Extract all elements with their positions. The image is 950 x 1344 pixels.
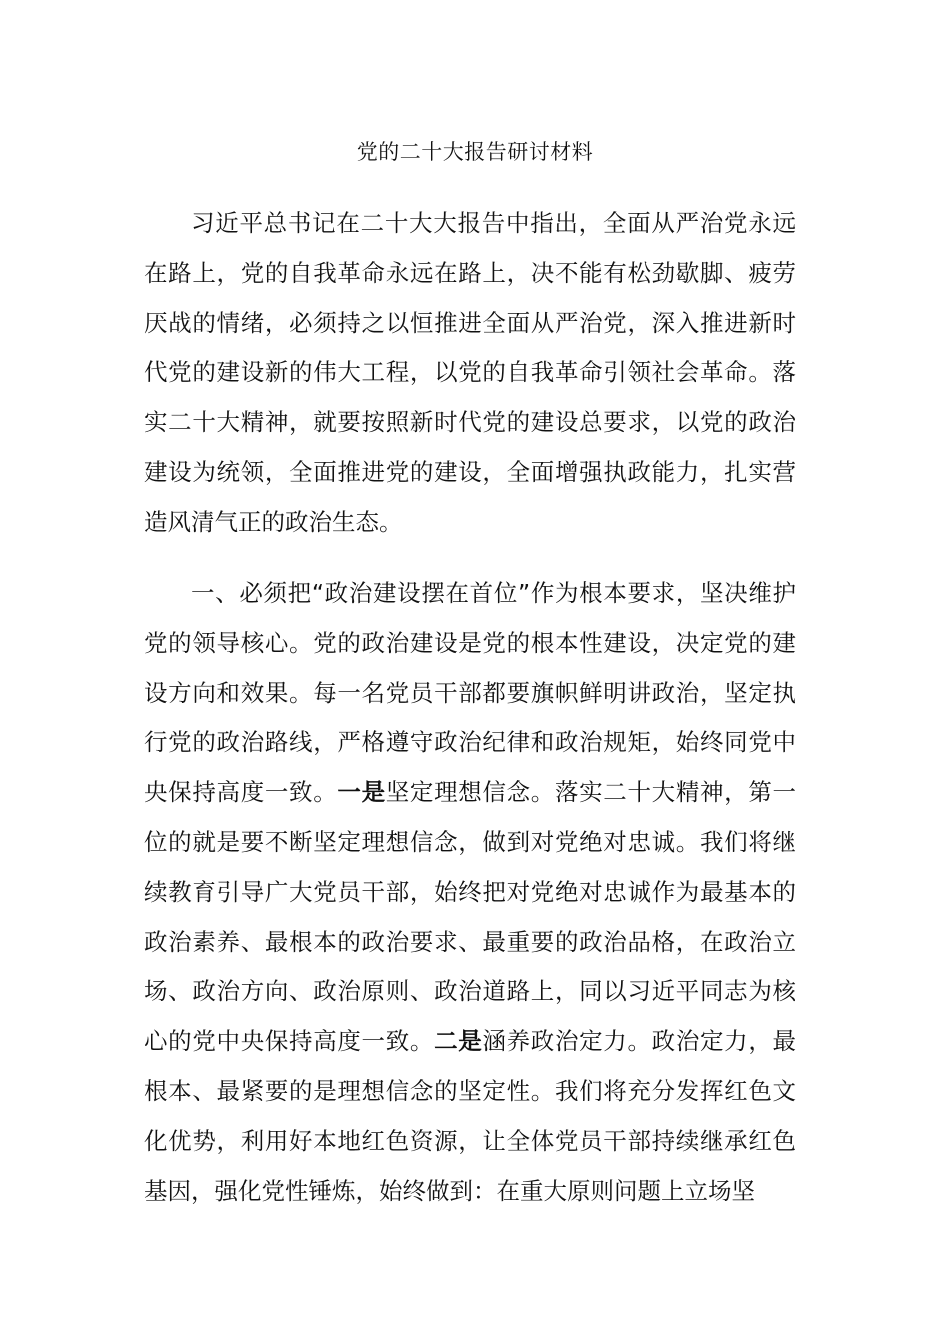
point-one-label: 一是: [337, 778, 386, 807]
paragraph-section-one: [144, 569, 796, 1216]
point-one-text: 坚定理想信念。落实二十大精神，第一位的就是要不断坚定理想信念，做到对党绝对忠诚。我们将继续教育引导广大党员干部，始终把对党绝对忠诚作为最基本的政治素养、最根本的政治要求、最重要的政治品格，在政治立场、政治方向、政治原则、政治道路上，同以习近平同志为核心的党中央保持高度一致。: [144, 778, 797, 1056]
point-two-label: 二是: [434, 1027, 483, 1056]
paragraph-intro: 习近平总书记在二十大大报告中指出，全面从严治党永远在路上，党的自我革命永远在路上，决不能有松劲歇脚、疲劳厌战的情绪，必须持之以恒推进全面从严治党，深入推进新时代党的建设新的伟大工程，以党的自我革命引领社会革命。落实二十大精神，就要按照新时代党的建设总要求，以党的政治建设为统领，全面推进党的建设，全面增强执政能力，扎实营造风清气正的政治生态。: [144, 209, 796, 536]
section-one-intro-text: 一、必须把“政治建设摆在首位”作为根本要求，坚决维护党的领导核心。党的政治建设是党的根本性建设，决定党的建设方向和效果。每一名党员干部都要旗帜鲜明讲政治，坚定执行党的政治路线，严格遵守政治纪律和政治规矩，始终同党中央保持高度一致。: [144, 579, 796, 807]
point-two-text: 涵养政治定力。政治定力，最根本、最紧要的是理想信念的坚定性。我们将充分发挥红色文化优势，利用好本地红色资源，让全体党员干部持续继承红色基因，强化党性锤炼，始终做到：在重大原则问题上立场坚: [144, 1027, 797, 1205]
document-title: 党的二十大报告研讨材料: [356, 140, 594, 164]
